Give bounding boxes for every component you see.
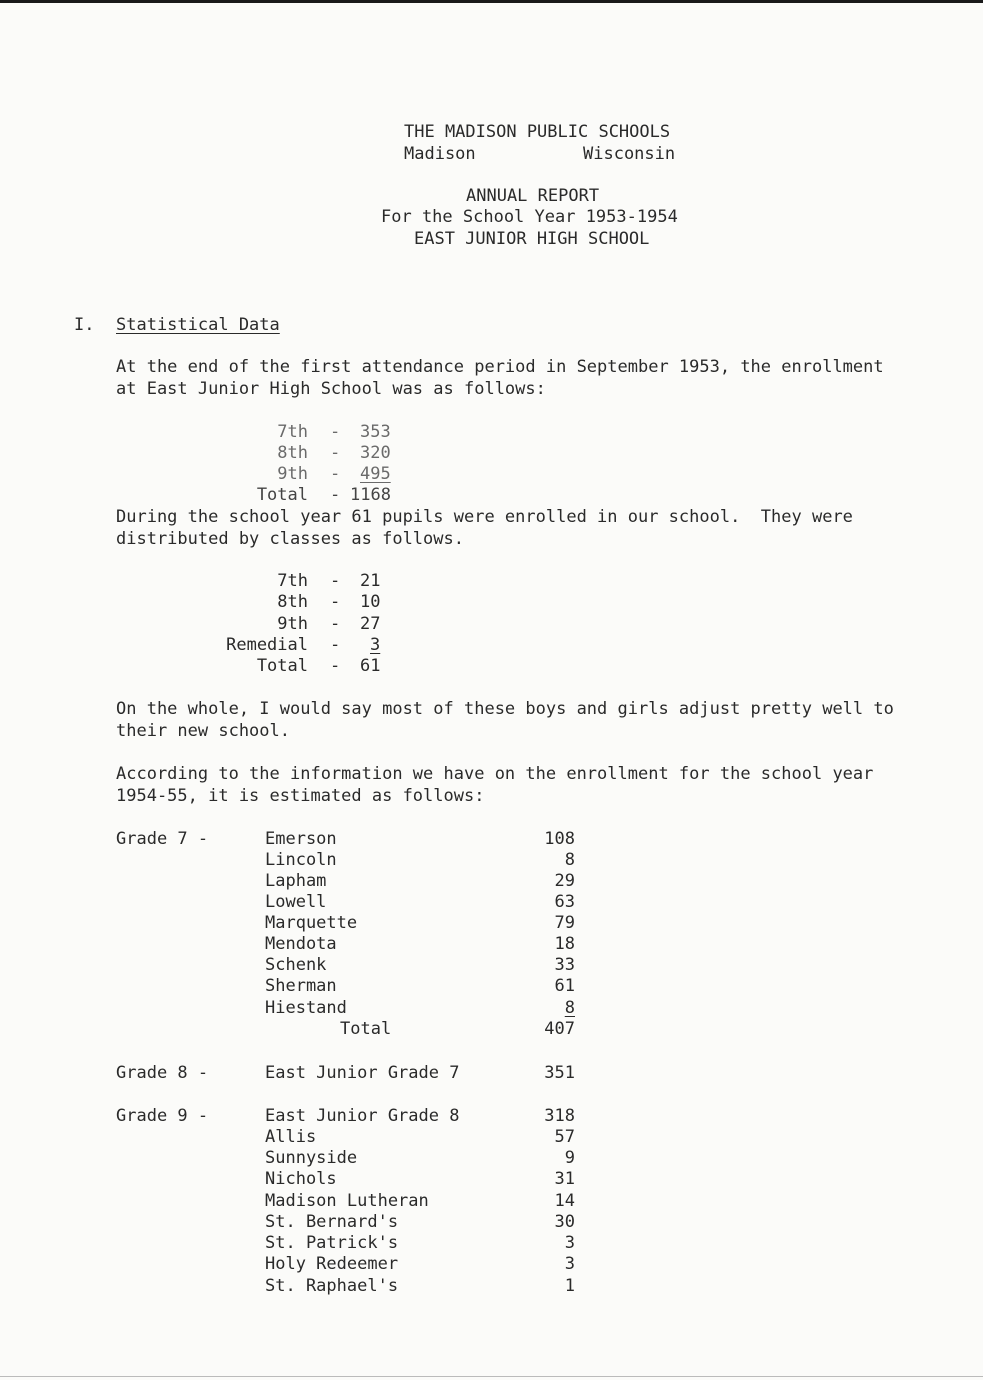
school-name: EAST JUNIOR HIGH SCHOOL [414, 229, 650, 249]
new-pupils-value: 27 [360, 614, 381, 634]
school-count: 351 [544, 1063, 575, 1083]
school-name: East Junior Grade 7 [265, 1063, 460, 1083]
school-name: Emerson [265, 829, 337, 849]
enrollment-label: 7th [277, 422, 308, 442]
enrollment-value: 495 [360, 464, 391, 484]
report-year: For the School Year 1953-1954 [381, 207, 678, 227]
new-pupils-value: 21 [360, 571, 381, 591]
state: Wisconsin [583, 144, 676, 164]
new-pupils-dash: - [330, 571, 341, 591]
new-pupils-dash: - [330, 656, 341, 676]
grade-7-total-value: 407 [544, 1019, 575, 1039]
new-pupils-label: 9th [277, 614, 308, 634]
during-line-2: distributed by classes as follows. [116, 529, 464, 549]
school-name: Sunnyside [265, 1148, 358, 1168]
grade-8-label: Grade 8 - [116, 1063, 209, 1083]
school-name: East Junior Grade 8 [265, 1106, 460, 1126]
school-count: 3 [564, 1254, 575, 1274]
enrollment-dash: - [330, 485, 341, 505]
school-name: Lincoln [265, 850, 337, 870]
during-line-1: During the school year 61 pupils were enrolled in our school. They were [116, 507, 853, 527]
school-name: Marquette [265, 913, 358, 933]
enrollment-dash: - [330, 422, 341, 442]
school-count: 57 [554, 1127, 575, 1147]
school-name: St. Raphael's [265, 1276, 399, 1296]
new-pupils-dash: - [330, 592, 341, 612]
report-title: ANNUAL REPORT [466, 186, 600, 206]
school-count: 18 [554, 934, 575, 954]
enrollment-label: 9th [277, 464, 308, 484]
whole-line-2: their new school. [116, 721, 290, 741]
school-name: Sherman [265, 976, 337, 996]
school-name: Lapham [265, 871, 327, 891]
school-count: 8 [564, 850, 575, 870]
school-count: 79 [554, 913, 575, 933]
intro-line-1: At the end of the first attendance period in September 1953, the enrollment [116, 357, 884, 377]
school-name: Nichols [265, 1169, 337, 1189]
new-pupils-value: 10 [360, 592, 381, 612]
school-count: 1 [564, 1276, 575, 1296]
org-title: THE MADISON PUBLIC SCHOOLS [404, 122, 671, 142]
school-count: 108 [544, 829, 575, 849]
according-line-1: According to the information we have on the enrollment for the school year [116, 764, 874, 784]
school-count: 30 [554, 1212, 575, 1232]
according-line-2: 1954-55, it is estimated as follows: [116, 786, 485, 806]
new-pupils-value: 61 [360, 656, 381, 676]
school-count: 31 [554, 1169, 575, 1189]
section-title: Statistical Data [116, 315, 280, 335]
enrollment-label: Total [256, 485, 308, 505]
school-name: St. Bernard's [265, 1212, 399, 1232]
school-name: Allis [265, 1127, 317, 1147]
school-name: Madison Lutheran [265, 1191, 429, 1211]
scan-top-edge [0, 0, 983, 3]
school-count: 3 [564, 1233, 575, 1253]
enrollment-dash: - [330, 443, 341, 463]
enrollment-value: 353 [360, 422, 391, 442]
school-name: Hiestand [265, 998, 347, 1018]
whole-line-1: On the whole, I would say most of these boys and girls adjust pretty well to [116, 699, 894, 719]
scan-bottom-edge [0, 1376, 983, 1377]
school-name: St. Patrick's [265, 1233, 399, 1253]
enrollment-dash: - [330, 464, 341, 484]
grade-9-label: Grade 9 - [116, 1106, 209, 1126]
enrollment-value: 320 [360, 443, 391, 463]
new-pupils-label: 8th [277, 592, 308, 612]
school-count: 9 [564, 1148, 575, 1168]
enrollment-label: 8th [277, 443, 308, 463]
grade-7-label: Grade 7 - [116, 829, 209, 849]
school-name: Mendota [265, 934, 337, 954]
school-count: 63 [554, 892, 575, 912]
new-pupils-label: 7th [277, 571, 308, 591]
school-name: Lowell [265, 892, 327, 912]
new-pupils-label: Total [256, 656, 308, 676]
new-pupils-label: Remedial [226, 635, 308, 655]
school-count: 61 [554, 976, 575, 996]
school-count: 29 [554, 871, 575, 891]
section-number: I. [74, 315, 95, 335]
school-count: 8 [564, 998, 575, 1018]
new-pupils-dash: - [330, 614, 341, 634]
city: Madison [404, 144, 476, 164]
school-count: 33 [554, 955, 575, 975]
school-name: Schenk [265, 955, 327, 975]
intro-line-2: at East Junior High School was as follows: [116, 379, 546, 399]
grade-7-total-label: Total [340, 1019, 392, 1039]
school-count: 14 [554, 1191, 575, 1211]
new-pupils-value: 3 [370, 635, 381, 655]
school-name: Holy Redeemer [265, 1254, 399, 1274]
new-pupils-dash: - [330, 635, 341, 655]
enrollment-value: 1168 [350, 485, 391, 505]
school-count: 318 [544, 1106, 575, 1126]
